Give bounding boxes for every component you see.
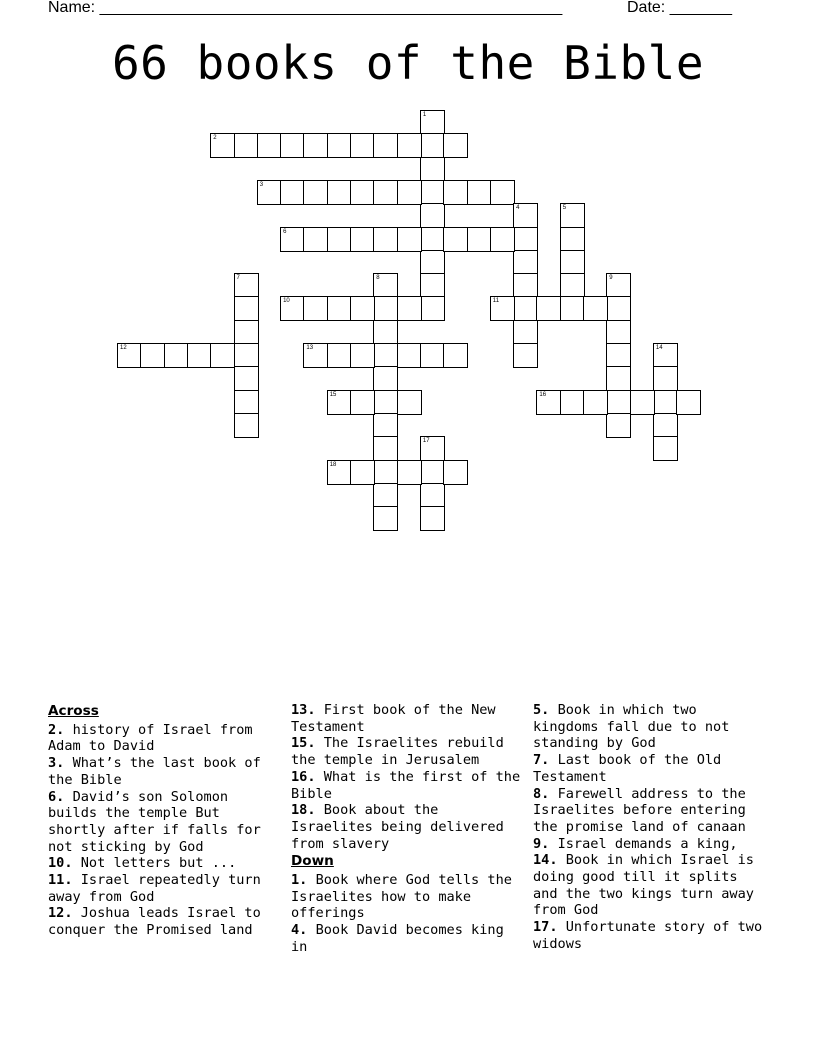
grid-cell[interactable] <box>303 133 328 158</box>
grid-cell[interactable] <box>280 180 305 205</box>
clue-down-8: 8. Farewell address to the Israelites before entering the promise land of canaan <box>533 785 746 835</box>
grid-cell[interactable] <box>234 343 259 368</box>
grid-cell[interactable] <box>373 320 398 345</box>
grid-cell[interactable] <box>606 320 631 345</box>
grid-cell[interactable] <box>560 390 585 415</box>
grid-cell[interactable] <box>420 203 445 228</box>
across-heading: Across <box>48 703 99 719</box>
grid-cell[interactable] <box>420 296 445 321</box>
clue-number: 1 <box>422 112 427 118</box>
clue-number: 6 <box>283 228 287 235</box>
grid-cell[interactable] <box>350 296 375 321</box>
grid-cell[interactable] <box>373 180 398 205</box>
clue-number: 4 <box>516 205 520 212</box>
grid-cell[interactable] <box>560 203 585 228</box>
clue-number: 11 <box>492 298 500 305</box>
grid-cell[interactable] <box>676 390 701 415</box>
grid-cell[interactable] <box>443 180 468 205</box>
grid-cell[interactable] <box>653 436 678 461</box>
grid-cell[interactable] <box>536 296 561 321</box>
grid-cell[interactable] <box>303 180 328 205</box>
grid-cell[interactable] <box>560 250 585 275</box>
grid-cell[interactable] <box>234 366 259 391</box>
grid-cell[interactable] <box>117 343 142 368</box>
grid-cell[interactable] <box>350 343 375 368</box>
clue-down-14: 14. Book in which Israel is doing good till it splits and the two kings turn away from God <box>533 852 754 919</box>
grid-cell[interactable] <box>257 133 282 158</box>
grid-cell[interactable] <box>280 227 305 252</box>
clues-section <box>48 702 778 962</box>
grid-cell[interactable] <box>513 320 538 345</box>
grid-cell[interactable] <box>560 296 585 321</box>
grid-cell[interactable] <box>583 296 608 321</box>
grid-cell[interactable] <box>606 343 631 368</box>
grid-cell[interactable] <box>513 343 538 368</box>
grid-cell[interactable] <box>653 413 678 438</box>
clue-number: 3 <box>259 181 264 188</box>
clue-across-12: 12. Joshua leads Israel to conquer the Promised land <box>48 905 261 939</box>
grid-cell[interactable] <box>443 343 468 368</box>
grid-cell[interactable] <box>560 273 585 298</box>
grid-cell[interactable] <box>373 273 398 298</box>
grid-cell[interactable] <box>397 390 422 415</box>
clue-number: 17 <box>422 438 430 445</box>
clue-down-5: 5. Book in which two kingdoms fall due to not standing by God <box>533 702 730 752</box>
grid-cell[interactable] <box>327 133 352 158</box>
clue-down-4: 4. Book David becomes king in <box>291 922 504 955</box>
grid-cell[interactable] <box>210 343 235 368</box>
grid-cell[interactable] <box>513 203 538 228</box>
grid-cell[interactable] <box>373 413 398 438</box>
grid-cell[interactable] <box>303 296 328 321</box>
clue-down-9: 9. Israel demands a king, <box>533 835 738 852</box>
clue-across-10: 10. Not letters but ... <box>48 855 237 872</box>
grid-cell[interactable] <box>630 390 655 415</box>
clue-number: 14 <box>655 345 663 351</box>
clue-across-11: 11. Israel repeatedly turn away from God <box>48 872 261 905</box>
clue-number: 8 <box>376 275 380 282</box>
clue-across-3: 3. What’s the last book of the Bible <box>48 755 261 788</box>
grid-cell[interactable] <box>187 343 212 368</box>
grid-cell[interactable] <box>420 273 445 298</box>
clue-across-6: 6. David’s son Solomon builds the temple But shortly after if falls for not sticking by God <box>48 788 261 855</box>
clue-across-16: 16. What is the first of the Bible <box>291 768 521 802</box>
page-title: 66 books of the Bible <box>111 36 705 90</box>
grid-cell[interactable] <box>397 180 422 205</box>
grid-cell[interactable] <box>373 366 398 391</box>
clue-down-1: 1. Book where God tells the Israelites how to make offerings <box>291 872 512 922</box>
grid-cell[interactable] <box>373 133 398 158</box>
grid-cell[interactable] <box>373 296 398 321</box>
grid-cell[interactable] <box>513 296 538 321</box>
grid-cell[interactable] <box>467 227 492 252</box>
grid-cell[interactable] <box>257 180 282 205</box>
grid-cell[interactable] <box>327 343 352 368</box>
grid-cell[interactable] <box>350 390 375 415</box>
grid-cell[interactable] <box>327 390 352 415</box>
grid-cell[interactable] <box>327 180 352 205</box>
clue-across-15: 15. The Israelites rebuild the temple in Jerusalem <box>291 735 504 769</box>
clue-number: 10 <box>283 298 290 305</box>
grid-cell[interactable] <box>653 390 678 415</box>
grid-cell[interactable] <box>350 460 375 485</box>
grid-cell[interactable] <box>327 227 352 252</box>
grid-cell[interactable] <box>420 483 445 508</box>
grid-cell[interactable] <box>397 227 422 252</box>
grid-cell[interactable] <box>513 227 538 252</box>
grid-cell[interactable] <box>327 460 352 485</box>
grid-cell[interactable] <box>373 506 398 531</box>
grid-cell[interactable] <box>280 296 305 321</box>
grid-cell[interactable] <box>327 296 352 321</box>
grid-cell[interactable] <box>536 390 561 415</box>
grid-cell[interactable] <box>397 133 422 158</box>
name-field-label[interactable]: Name: ____________________________________________________ <box>48 0 563 16</box>
clue-number: 13 <box>306 345 314 351</box>
clue-number: 9 <box>609 275 613 282</box>
grid-cell[interactable] <box>420 436 445 461</box>
grid-cell[interactable] <box>467 180 492 205</box>
clue-down-7: 7. Last book of the Old Testament <box>533 752 722 785</box>
grid-cell[interactable] <box>373 436 398 461</box>
clues-column-2 <box>291 702 523 956</box>
grid-cell[interactable] <box>420 157 445 182</box>
clue-number: 18 <box>329 461 337 468</box>
grid-cell[interactable] <box>583 390 608 415</box>
grid-cell[interactable] <box>513 250 538 275</box>
grid-cell[interactable] <box>373 483 398 508</box>
grid-cell[interactable] <box>303 227 328 252</box>
grid-cell[interactable] <box>140 343 165 368</box>
grid-cell[interactable] <box>420 506 445 531</box>
grid-cell[interactable] <box>397 296 422 321</box>
grid-cell[interactable] <box>653 366 678 391</box>
grid-cell[interactable] <box>350 227 375 252</box>
grid-cell[interactable] <box>234 390 259 415</box>
grid-cell[interactable] <box>443 227 468 252</box>
clues-column-3 <box>533 702 765 953</box>
grid-cell[interactable] <box>420 460 445 485</box>
grid-cell[interactable] <box>420 250 445 275</box>
grid-cell[interactable] <box>490 296 515 321</box>
grid-cell[interactable] <box>210 133 235 158</box>
grid-cell[interactable] <box>234 273 259 298</box>
grid-cell[interactable] <box>350 133 375 158</box>
grid-cell[interactable] <box>373 227 398 252</box>
grid-cell[interactable] <box>373 390 398 415</box>
grid-cell[interactable] <box>350 180 375 205</box>
grid-cell[interactable] <box>606 390 631 415</box>
grid-cell[interactable] <box>303 343 328 368</box>
grid-cell[interactable] <box>490 227 515 252</box>
grid-cell[interactable] <box>397 460 422 485</box>
clue-number: 2 <box>213 135 217 142</box>
grid-cell[interactable] <box>513 273 538 298</box>
clue-down-17: 17. Unfortunate story of two widows <box>533 919 763 952</box>
clue-across-13: 13. First book of the New Testament <box>291 702 496 735</box>
grid-cell[interactable] <box>234 320 259 345</box>
grid-cell[interactable] <box>420 180 445 205</box>
grid-cell[interactable] <box>397 343 422 368</box>
clues-column-1 <box>48 702 280 939</box>
date-field-label[interactable]: Date: _______ <box>627 0 732 16</box>
grid-cell[interactable] <box>373 343 398 368</box>
clue-across-18: 18. Book about the Israelites being delivered from slavery <box>291 802 504 852</box>
grid-cell[interactable] <box>606 366 631 391</box>
grid-cell[interactable] <box>420 343 445 368</box>
grid-cell[interactable] <box>280 133 305 158</box>
grid-cell[interactable] <box>443 460 468 485</box>
down-heading: Down <box>291 853 334 870</box>
grid-cell[interactable] <box>420 133 445 158</box>
clue-across-2: 2. history of Israel from Adam to David <box>48 721 253 755</box>
grid-cell[interactable] <box>234 413 259 438</box>
grid-cell[interactable] <box>606 273 631 298</box>
grid-cell[interactable] <box>606 296 631 321</box>
clue-number: 16 <box>539 391 547 398</box>
grid-cell[interactable] <box>560 227 585 252</box>
clue-number: 5 <box>562 205 567 212</box>
grid-cell[interactable] <box>234 133 259 158</box>
grid-cell[interactable] <box>653 343 678 368</box>
grid-cell[interactable] <box>373 460 398 485</box>
grid-cell[interactable] <box>490 180 515 205</box>
grid-cell[interactable] <box>420 227 445 252</box>
clue-number: 15 <box>329 391 337 398</box>
grid-cell[interactable] <box>443 133 468 158</box>
grid-cell[interactable] <box>234 296 259 321</box>
clue-number: 12 <box>120 345 127 351</box>
clue-number: 7 <box>236 275 240 282</box>
grid-cell[interactable] <box>420 110 445 135</box>
grid-cell[interactable] <box>164 343 189 368</box>
grid-cell[interactable] <box>606 413 631 438</box>
